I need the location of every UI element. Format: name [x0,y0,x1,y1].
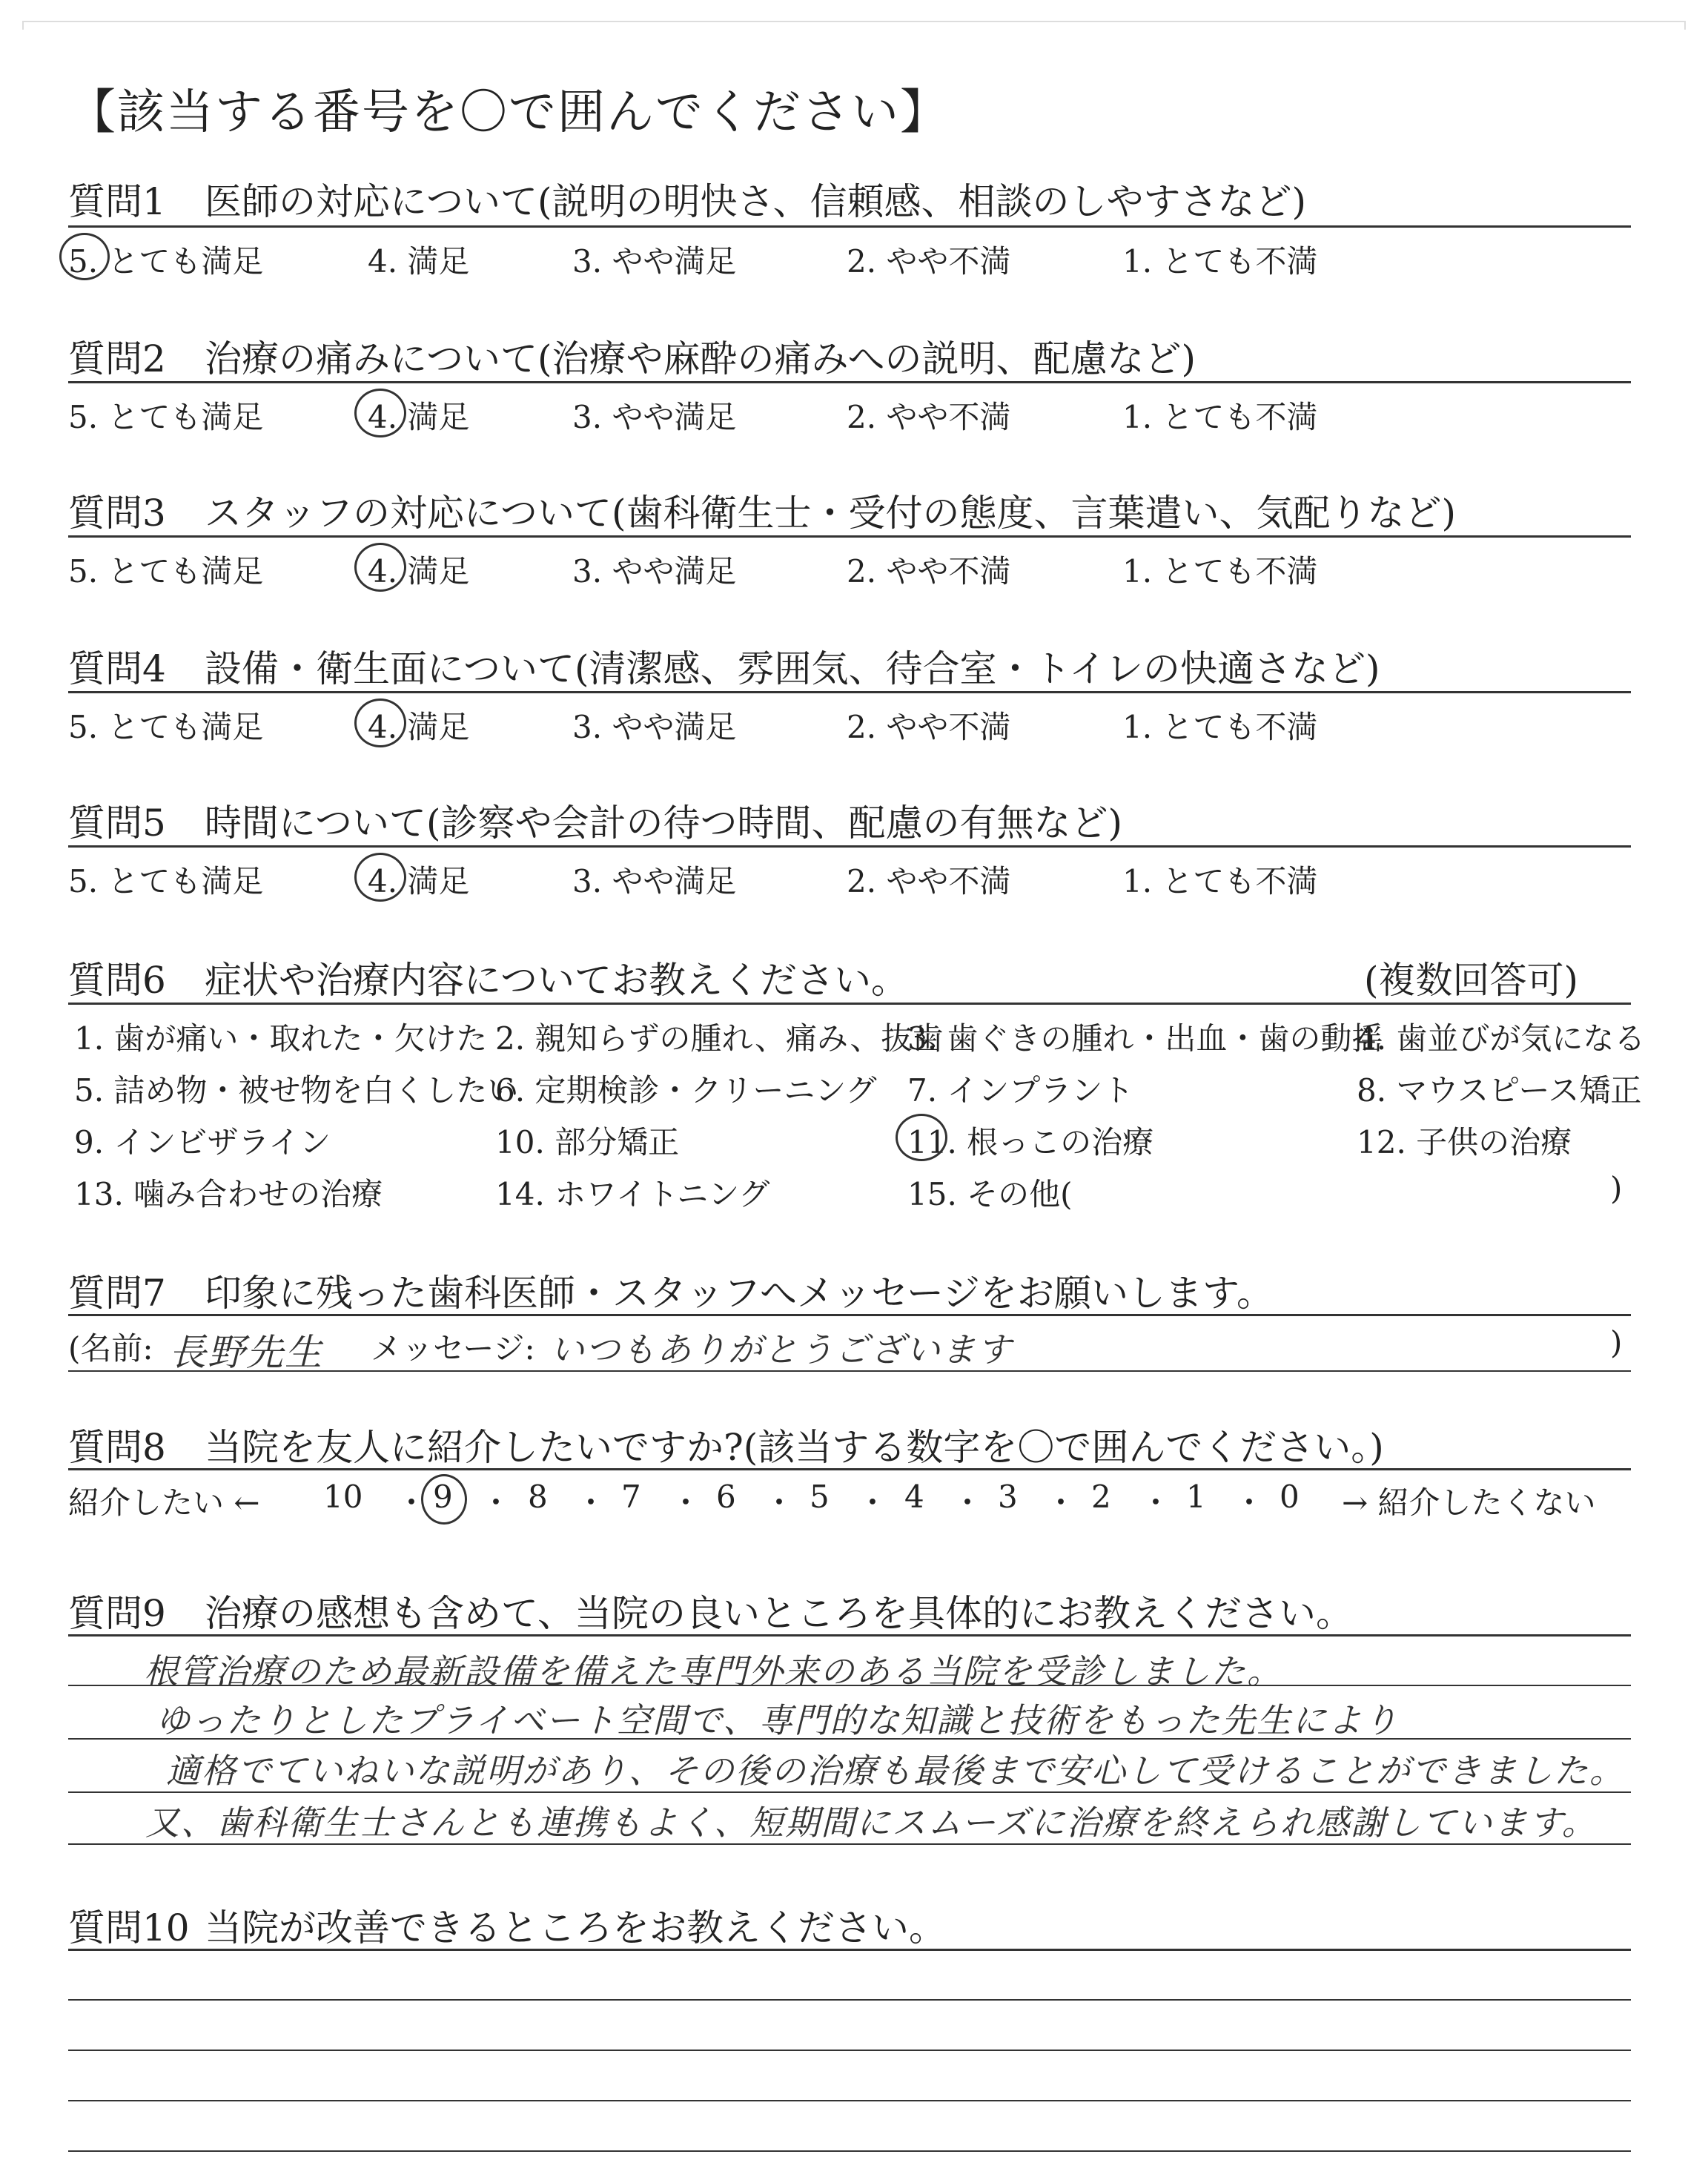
q2-rule [68,381,1631,383]
q4-opt-2[interactable]: 2. やや不満 [847,709,1011,745]
q1-text: 医師の対応について(説明の明快さ、信頼感、相談のしやすさなど) [205,180,1307,223]
q7-message-value[interactable]: いつもありがとうございます [550,1330,1013,1370]
q9-text: 治療の感想も含めて、当院の良いところを具体的にお教えください。 [205,1592,1353,1635]
q6-item-9[interactable]: 9. インビザライン [74,1124,331,1160]
q1-selection-circle [59,233,110,280]
q4-text: 設備・衛生面について(清潔感、雰囲気、待合室・トイレの快適さなど) [205,647,1380,690]
q6-note: (複数回答可) [1364,959,1579,1002]
q10-answer-rule [68,1999,1631,2001]
q6-item-5[interactable]: 5. 詰め物・被せ物を白くしたい [74,1072,519,1109]
q3-opt-3[interactable]: 3. やや満足 [572,553,737,589]
q9-answer-line-4[interactable]: 又、歯科衛生士さんとも連携もよく、短期間にスムーズに治療を終えられ感謝しています。 [145,1803,1598,1843]
q6-item-12[interactable]: 12. 子供の治療 [1357,1124,1572,1160]
q5-text: 時間について(診察や会計の待つ時間、配慮の有無など) [205,802,1123,845]
q5-selection-circle [354,853,406,902]
q6-item-14[interactable]: 14. ホワイトニング [495,1176,770,1212]
q3-opt-1[interactable]: 1. とても不満 [1122,553,1318,589]
q8-score-5[interactable]: 5 [810,1479,830,1515]
q5-opt-3[interactable]: 3. やや満足 [572,863,737,899]
q7-text: 印象に残った歯科医師・スタッフへメッセージをお願いします。 [205,1272,1274,1315]
q5-opt-1[interactable]: 1. とても不満 [1122,863,1318,899]
q8-label: 質問8 [68,1426,166,1469]
q8-selection-circle [421,1474,467,1525]
q8-dot: ・ [857,1484,889,1521]
q1-rule [68,225,1631,228]
q9-answer-rule [68,1843,1631,1845]
q3-opt-5[interactable]: 5. とても満足 [68,553,264,589]
q6-label: 質問6 [68,959,166,1002]
q8-score-1[interactable]: 1 [1186,1479,1206,1515]
q8-score-9[interactable]: 9 [433,1479,453,1515]
q6-selection-circle [896,1114,947,1161]
q9-answer-rule [68,1738,1631,1740]
q9-answer-line-3[interactable]: 適格でていねいな説明があり、その後の治療も最後まで安心して受けることができました。 [166,1751,1625,1791]
q2-label: 質問2 [68,337,166,380]
q10-rule [68,1949,1631,1951]
q2-opt-3[interactable]: 3. やや満足 [572,399,737,435]
q8-score-7[interactable]: 7 [621,1479,641,1515]
q6-item-15[interactable]: 15. その他( [907,1176,1073,1212]
q4-label: 質問4 [68,647,166,690]
q8-score-6[interactable]: 6 [716,1479,736,1515]
q6-other-close: ) [1610,1170,1623,1206]
q8-text: 当院を友人に紹介したいですか?(該当する数字を〇で囲んでください。) [205,1426,1384,1469]
q7-rule [68,1314,1631,1316]
q10-text: 当院が改善できるところをお教えください。 [205,1906,946,1949]
q8-rule [68,1468,1631,1470]
q5-opt-2[interactable]: 2. やや不満 [847,863,1011,899]
q4-opt-1[interactable]: 1. とても不満 [1122,709,1318,745]
q8-left-label: 紹介したい ← [68,1484,260,1521]
q3-text: スタッフの対応について(歯科衛生士・受付の態度、言葉遣い、気配りなど) [205,492,1457,535]
q4-opt-4[interactable]: 4. 満足 [368,709,470,745]
q2-opt-5[interactable]: 5. とても満足 [68,399,264,435]
q3-selection-circle [354,543,406,592]
q3-rule [68,535,1631,538]
q4-opt-3[interactable]: 3. やや満足 [572,709,737,745]
page-border [22,21,1686,30]
q6-item-2[interactable]: 2. 親知らずの腫れ、痛み、抜歯 [495,1020,944,1057]
q8-dot: ・ [952,1484,984,1521]
q6-item-10[interactable]: 10. 部分矯正 [495,1124,680,1160]
q5-label: 質問5 [68,802,166,845]
q2-opt-2[interactable]: 2. やや不満 [847,399,1011,435]
q6-item-8[interactable]: 8. マウスピース矯正 [1357,1072,1642,1109]
q10-answer-rule [68,2100,1631,2101]
q3-label: 質問3 [68,492,166,535]
q9-answer-rule [68,1685,1631,1686]
q2-selection-circle [354,389,406,437]
q7-message-label: メッセージ: [371,1330,535,1367]
q1-label: 質問1 [68,180,166,223]
q4-opt-5[interactable]: 5. とても満足 [68,709,264,745]
q7-answer-rule [68,1370,1631,1372]
q7-name-label: (名前: [68,1330,153,1367]
q8-dot: ・ [575,1484,607,1521]
q8-score-2[interactable]: 2 [1091,1479,1111,1515]
q6-item-11[interactable]: 11. 根っこの治療 [907,1124,1154,1160]
q5-opt-5[interactable]: 5. とても満足 [68,863,264,899]
q8-dot: ・ [670,1484,702,1521]
q7-close: ) [1610,1324,1623,1361]
q8-dot: ・ [1234,1484,1265,1521]
q8-dot: ・ [1140,1484,1172,1521]
q5-rule [68,845,1631,848]
q3-opt-2[interactable]: 2. やや不満 [847,553,1011,589]
q6-item-6[interactable]: 6. 定期検診・クリーニング [495,1072,877,1109]
q10-label: 質問10 [68,1906,190,1949]
q8-score-10[interactable]: 10 [323,1479,363,1515]
q9-rule [68,1634,1631,1636]
q5-opt-4[interactable]: 4. 満足 [368,863,470,899]
q6-item-4[interactable]: 4. 歯並びが気になる [1357,1020,1646,1057]
q6-item-3[interactable]: 3. 歯ぐきの腫れ・出血・歯の動揺 [907,1020,1383,1057]
q2-opt-1[interactable]: 1. とても不満 [1122,399,1318,435]
q8-dot: ・ [396,1484,428,1521]
q8-dot: ・ [764,1484,795,1521]
q2-opt-4[interactable]: 4. 満足 [368,399,470,435]
q6-item-1[interactable]: 1. 歯が痛い・取れた・欠けた [74,1020,488,1057]
q6-text: 症状や治療内容についてお教えください。 [205,959,908,1002]
q8-score-0[interactable]: 0 [1280,1479,1300,1515]
q4-selection-circle [354,698,406,747]
q6-rule [68,1003,1631,1005]
q6-item-7[interactable]: 7. インプラント [907,1072,1134,1109]
q8-dot: ・ [1045,1484,1077,1521]
q4-rule [68,691,1631,693]
q10-answer-rule [68,2050,1631,2051]
q7-label: 質問7 [68,1272,166,1315]
q9-answer-line-2[interactable]: ゆったりとしたプライベート空間で、専門的な知識と技術をもった先生により [156,1700,1400,1740]
q1-opt-5[interactable]: 5. とても満足 [68,243,264,280]
q2-text: 治療の痛みについて(治療や麻酔の痛みへの説明、配慮など) [205,337,1196,380]
q1-opt-1[interactable]: 1. とても不満 [1122,243,1318,280]
q8-score-8[interactable]: 8 [528,1479,548,1515]
q1-opt-4[interactable]: 4. 満足 [368,243,470,280]
q3-opt-4[interactable]: 4. 満足 [368,553,470,589]
q8-score-4[interactable]: 4 [904,1479,924,1515]
page-heading: 【該当する番号を〇で囲んでください】 [68,85,949,140]
q1-opt-2[interactable]: 2. やや不満 [847,243,1011,280]
q7-name-value[interactable]: 長野先生 [169,1331,323,1374]
q8-right-label: → 紹介したくない [1342,1484,1596,1521]
q6-item-13[interactable]: 13. 噛み合わせの治療 [74,1176,383,1212]
q1-opt-3[interactable]: 3. やや満足 [572,243,737,280]
q10-answer-rule [68,2150,1631,2152]
q9-answer-rule [68,1791,1631,1793]
q8-dot: ・ [480,1484,512,1521]
q9-label: 質問9 [68,1592,166,1635]
q9-answer-line-1[interactable]: 根管治療のため最新設備を備えた専門外来のある当院を受診しました。 [144,1651,1282,1691]
q8-score-3[interactable]: 3 [998,1479,1018,1515]
